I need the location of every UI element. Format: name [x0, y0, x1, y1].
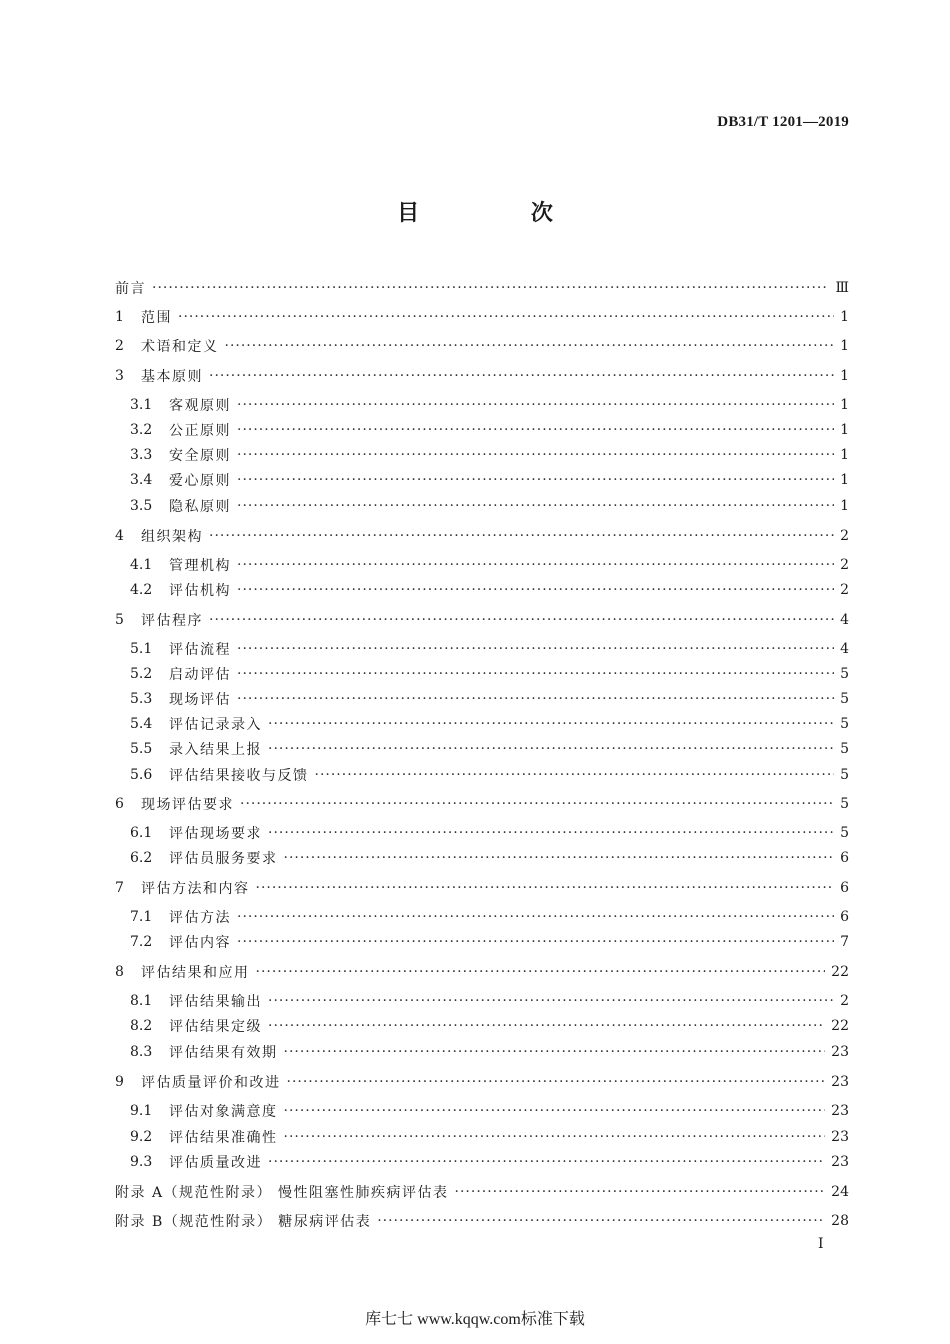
toc-entry-page: 1 [840, 447, 849, 463]
toc-entry-number: 1 [115, 309, 124, 325]
toc-entry-label: 术语和定义 [141, 339, 219, 355]
toc-entry[interactable] [130, 1152, 849, 1172]
toc-entry[interactable] [130, 823, 849, 843]
toc-dot-leader [209, 612, 834, 628]
toc-entry-page: 5 [840, 716, 849, 732]
toc-entry-label: 附录 B（规范性附录） 糖尿病评估表 [115, 1214, 372, 1230]
standard-code: DB31/T 1201—2019 [717, 114, 849, 130]
toc-entry-page: 22 [831, 964, 849, 980]
toc-entry-label: 评估结果输出 [169, 994, 262, 1010]
toc-entry-page: 2 [840, 528, 849, 544]
toc-entry-page: 22 [831, 1018, 849, 1034]
toc-entry[interactable] [115, 366, 849, 386]
toc-entry-number: 3.1 [130, 397, 153, 413]
toc-dot-leader [178, 309, 834, 325]
toc-entry[interactable] [130, 496, 849, 516]
toc-entry-page: 1 [840, 309, 849, 325]
toc-dot-leader [209, 368, 834, 384]
toc-entry-number: 8.3 [130, 1044, 153, 1060]
toc-entry-number: 9.2 [130, 1129, 153, 1145]
toc-entry-number: 7.2 [130, 934, 153, 950]
toc-entry[interactable] [130, 639, 849, 659]
toc-entry[interactable] [130, 932, 849, 952]
toc-entry-label: 评估结果有效期 [169, 1045, 278, 1061]
toc-entry-number: 6 [115, 796, 124, 812]
toc-entry-page: 6 [840, 909, 849, 925]
toc-dot-leader [237, 472, 834, 488]
toc-entry[interactable] [130, 555, 849, 575]
toc-entry-page: 2 [840, 582, 849, 598]
toc-entry-number: 8 [115, 964, 124, 980]
toc-dot-leader [240, 796, 834, 812]
toc-entry-label: 评估方法 [169, 910, 231, 926]
toc-entry-number: 5 [115, 612, 124, 628]
toc-entry-page: 2 [840, 993, 849, 1009]
toc-dot-leader [237, 397, 834, 413]
toc-entry-page: 24 [831, 1184, 849, 1200]
toc-entry-label: 基本原则 [141, 369, 203, 385]
toc-entry-page: 7 [840, 934, 849, 950]
toc-dot-leader [268, 1154, 825, 1170]
toc-entry-label: 评估结果准确性 [169, 1130, 278, 1146]
toc-entry-label: 爱心原则 [169, 473, 231, 489]
toc-entry-label: 录入结果上报 [169, 742, 262, 758]
toc-dot-leader [268, 825, 834, 841]
toc-entry-number: 3 [115, 368, 124, 384]
toc-entry-number: 9.1 [130, 1103, 153, 1119]
toc-dot-leader [284, 850, 835, 866]
toc-entry-page: 6 [840, 850, 849, 866]
toc-entry-page: 23 [831, 1129, 849, 1145]
toc-entry-page: 1 [840, 498, 849, 514]
toc-entry-number: 8.2 [130, 1018, 153, 1034]
toc-entry-number: 4.1 [130, 557, 153, 573]
toc-entry-number: 9.3 [130, 1154, 153, 1170]
toc-entry[interactable] [130, 420, 849, 440]
toc-entry[interactable] [115, 336, 849, 356]
toc-entry-label: 隐私原则 [169, 499, 231, 515]
toc-entry-number: 6.1 [130, 825, 153, 841]
toc-entry-label: 客观原则 [169, 398, 231, 414]
toc-dot-leader [237, 666, 834, 682]
toc-entry-page: 5 [840, 691, 849, 707]
toc-entry[interactable] [115, 610, 849, 630]
toc-entry-number: 8.1 [130, 993, 153, 1009]
toc-entry-number: 2 [115, 338, 124, 354]
toc-entry-label: 评估现场要求 [169, 826, 262, 842]
toc-entry[interactable] [130, 470, 849, 490]
toc-dot-leader [225, 338, 835, 354]
toc-dot-leader [209, 528, 834, 544]
toc-entry-page: 1 [840, 397, 849, 413]
toc-entry-label: 评估程序 [141, 613, 203, 629]
toc-entry-label: 评估质量评价和改进 [141, 1075, 281, 1091]
toc-entry[interactable] [130, 765, 849, 785]
toc-entry-number: 3.4 [130, 472, 153, 488]
toc-entry-number: 7 [115, 880, 124, 896]
toc-entry-page: 23 [831, 1154, 849, 1170]
toc-entry-page: 23 [831, 1074, 849, 1090]
toc-entry-label: 管理机构 [169, 558, 231, 574]
toc-dot-leader [152, 280, 829, 296]
toc-entry[interactable] [115, 878, 849, 898]
toc-entry-label: 现场评估要求 [141, 797, 234, 813]
toc-dot-leader [268, 1018, 825, 1034]
toc-entry[interactable] [130, 395, 849, 415]
toc-dot-leader [455, 1184, 826, 1200]
toc-entry[interactable] [130, 1101, 849, 1121]
toc-entry-page: 2 [840, 557, 849, 573]
toc-entry-page: 5 [840, 796, 849, 812]
toc-entry-label: 评估机构 [169, 583, 231, 599]
toc-entry[interactable] [130, 739, 849, 759]
page-title: 目 次 [397, 201, 605, 226]
toc-dot-leader [268, 993, 834, 1009]
toc-entry-label: 评估方法和内容 [141, 881, 250, 897]
toc-entry-number: 3.5 [130, 498, 153, 514]
toc-entry[interactable] [130, 1042, 849, 1062]
toc-entry[interactable] [130, 1127, 849, 1147]
toc-entry-page: 1 [840, 338, 849, 354]
toc-entry-number: 5.2 [130, 666, 153, 682]
toc-entry-page: 4 [840, 641, 849, 657]
footer-watermark-text: 库七七 www.kqqw.com标准下载 [365, 1311, 585, 1328]
toc-entry[interactable] [130, 580, 849, 600]
toc-entry-label: 前言 [115, 281, 146, 297]
toc-entry-page: 5 [840, 666, 849, 682]
toc-entry-page: 1 [840, 368, 849, 384]
toc-entry-label: 组织架构 [141, 529, 203, 545]
page-number: I [818, 1236, 824, 1252]
toc-dot-leader [237, 909, 834, 925]
toc-dot-leader [237, 498, 834, 514]
toc-entry[interactable] [130, 1016, 849, 1036]
toc-dot-leader [237, 582, 834, 598]
toc-entry-number: 6.2 [130, 850, 153, 866]
toc-entry-label: 评估内容 [169, 935, 231, 951]
toc-entry-page: 23 [831, 1103, 849, 1119]
toc-entry-number: 9 [115, 1074, 124, 1090]
toc-entry[interactable] [130, 664, 849, 684]
toc-dot-leader [237, 447, 834, 463]
toc-entry-page: 1 [840, 472, 849, 488]
toc-entry[interactable] [115, 1072, 849, 1092]
toc-dot-leader [284, 1129, 826, 1145]
toc-entry[interactable] [115, 1211, 849, 1231]
toc-entry[interactable] [130, 445, 849, 465]
toc-entry-number: 5.6 [130, 767, 153, 783]
toc-entry[interactable] [130, 991, 849, 1011]
toc-entry[interactable] [115, 794, 849, 814]
toc-entry[interactable] [115, 278, 849, 298]
toc-entry-label: 公正原则 [169, 423, 231, 439]
toc-entry-label: 评估对象满意度 [169, 1104, 278, 1120]
toc-entry-number: 5.1 [130, 641, 153, 657]
toc-entry-page: 1 [840, 422, 849, 438]
toc-entry-label: 附录 A（规范性附录） 慢性阻塞性肺疾病评估表 [115, 1185, 449, 1201]
toc-entry[interactable] [130, 848, 849, 868]
toc-entry-number: 5.5 [130, 741, 153, 757]
toc-entry[interactable] [130, 714, 849, 734]
toc-dot-leader [237, 557, 834, 573]
toc-dot-leader [377, 1213, 825, 1229]
toc-entry-number: 4.2 [130, 582, 153, 598]
toc-entry-number: 7.1 [130, 909, 153, 925]
toc-entry-label: 评估流程 [169, 642, 231, 658]
toc-entry-label: 评估结果接收与反馈 [169, 768, 309, 784]
toc-entry-label: 评估结果定级 [169, 1019, 262, 1035]
toc-entry-page: 5 [840, 741, 849, 757]
toc-dot-leader [256, 964, 826, 980]
toc-entry-page: 6 [840, 880, 849, 896]
toc-entry-number: 5.3 [130, 691, 153, 707]
toc-dot-leader [237, 934, 834, 950]
toc-dot-leader [284, 1103, 826, 1119]
toc-entry-label: 启动评估 [169, 667, 231, 683]
toc-entry-label: 范围 [141, 310, 172, 326]
toc-entry[interactable] [115, 307, 849, 327]
toc-dot-leader [237, 422, 834, 438]
toc-entry-label: 评估质量改进 [169, 1155, 262, 1171]
toc-entry[interactable] [115, 962, 849, 982]
toc-entry-page: Ⅲ [835, 280, 849, 296]
toc-entry-number: 3.3 [130, 447, 153, 463]
toc-entry-page: 23 [831, 1044, 849, 1060]
toc-entry-label: 现场评估 [169, 692, 231, 708]
toc-entry[interactable] [130, 907, 849, 927]
toc-dot-leader [287, 1074, 826, 1090]
toc-dot-leader [284, 1044, 826, 1060]
toc-entry-page: 28 [831, 1213, 849, 1229]
toc-dot-leader [268, 741, 834, 757]
toc-entry-label: 评估记录录入 [169, 717, 262, 733]
toc-dot-leader [315, 767, 835, 783]
toc-entry[interactable] [130, 689, 849, 709]
toc-dot-leader [237, 691, 834, 707]
toc-entry-number: 5.4 [130, 716, 153, 732]
toc-entry-number: 3.2 [130, 422, 153, 438]
toc-entry-page: 5 [840, 825, 849, 841]
toc-entry-page: 5 [840, 767, 849, 783]
toc-entry-label: 安全原则 [169, 448, 231, 464]
toc-entry-page: 4 [840, 612, 849, 628]
toc-entry-label: 评估员服务要求 [169, 851, 278, 867]
toc-dot-leader [237, 641, 834, 657]
toc-dot-leader [268, 716, 834, 732]
toc-entry[interactable] [115, 1182, 849, 1202]
toc-dot-leader [256, 880, 835, 896]
toc-entry-number: 4 [115, 528, 124, 544]
toc-entry[interactable] [115, 526, 849, 546]
toc-entry-label: 评估结果和应用 [141, 965, 250, 981]
